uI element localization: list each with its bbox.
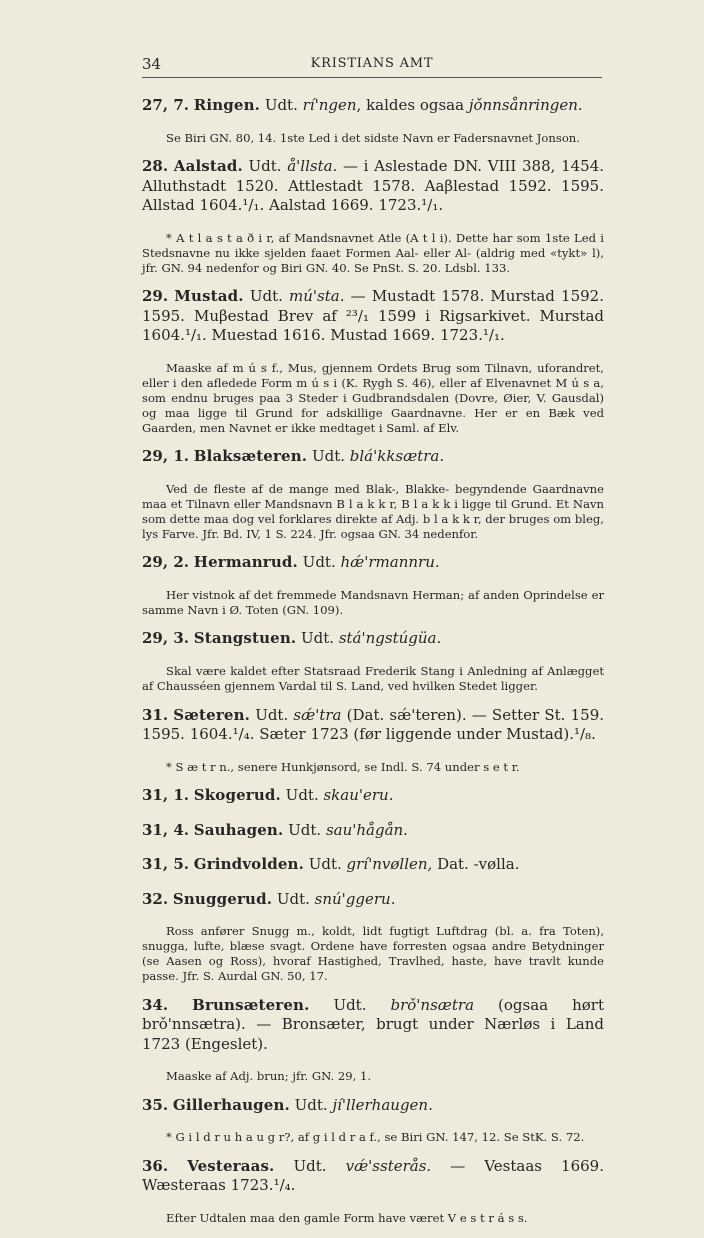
entry-name: Gillerhaugen. [172, 1095, 290, 1114]
entry-number: 27, 7. [142, 96, 189, 114]
entry-note: * G i l d r u h a u g r?, af g i l d r a f., se Biri GN. 147, 12. Se StK. S. 72. [166, 1130, 585, 1145]
entry-note: Se Biri GN. 80, 14. 1ste Led i det sidste Navn er Fadersnavnet Jonson. [166, 130, 580, 145]
entry-number: 31, 4. [142, 820, 189, 839]
entry-36: 36. Vesteraas. Udt. vǽ'ssterås. — Vestaas 1669. Wæsteraas 1723.¹/₄. Efter Udtalen maa den gamle Form have været V e s t r á s s. [142, 1156, 604, 1225]
entry-note: Efter Udtalen maa den gamle Form have været V e s t r á s s. [166, 1210, 528, 1225]
entry-name: Snuggerud. [172, 889, 273, 908]
entry-number: 36. [142, 1156, 169, 1175]
pronunciation: jí'llerhaugen. [332, 1095, 433, 1114]
entry-name: Aalstad. [173, 157, 243, 176]
entry-27-7: 27, 7. Ringen. Udt. rí'ngen, kaldes ogsaa jǒnnsånringen. Se Biri GN. 80, 14. 1ste Led i det sidste Navn er Fadersnavnet Jonson. [142, 96, 604, 146]
entry-29-3: 29, 3. Stangstuen. Udt. stá'ngstúgüa. Skal være kaldet efter Statsraad Frederik Stang i Anledning af Anlægget af Chausséen gjennem Vardal til S. Land, ved hvilken Stedet ligger. [142, 629, 604, 693]
entry-31-4: 31, 4. Sauhagen. Udt. sau'hågån. [142, 820, 408, 839]
entry-number: 31. [142, 705, 169, 724]
entry-31-1: 31, 1. Skogerud. Udt. skau'eru. [142, 786, 394, 805]
entry-number: 28. [142, 157, 169, 176]
entry-name: Stangstuen. [193, 629, 297, 648]
entry-name: Mustad. [174, 287, 244, 306]
entry-number: 32. [142, 889, 169, 908]
entry-31: 31. Sæteren. Udt. sǽ'tra (Dat. sǽ'teren). — Setter St. 159. 1595. 1604.¹/₄. Sæter 1723 (før liggende under Mustad).¹/₈. * S æ t r n., senere Hunkjønsord, se Indl. S. 74 under s e t r. [142, 705, 605, 774]
entry-31-5: 31, 5. Grindvolden. Udt. grí'nvøllen, Dat. -vølla. [142, 855, 520, 874]
pronunciation: skau'eru. [323, 786, 394, 805]
pronunciation: brǒ'nsætra [390, 995, 475, 1014]
entry-note: Maaske af m ú s f., Mus, gjennem Ordets Brug som Tilnavn, uforandret, eller i den afledede Form m ú s i (K. Rygh S. 46), eller af Elvenavnet M ú s a, som endnu bruges paa 3 Steder i Gudbrandsdalen (Dovre, Øier, V. Gausdal) og maa ligge til Grund for adskillige Gaardnavne. Her er en Bæk ved Gaarden, men Navnet er ikke medtaget i Saml. af Elv. [142, 360, 604, 435]
entry-number: 34. [142, 995, 169, 1014]
entry-number: 31, 5. [142, 855, 189, 874]
pronunciation: snú'ggeru. [314, 889, 396, 908]
entry-note: * A t l a s t a ð i r, af Mandsnavnet Atle (A t l i). Dette har som 1ste Led i Stedsnavne nu ikke sjelden faaet Formen Aal- eller Al- (aldrig med «tykt» l), jfr. GN. 94 nedenfor og Biri GN. 40. Se PnSt. S. 20. Ldsbl. 133. [142, 230, 604, 275]
entry-29-2: 29, 2. Hermanrud. Udt. hǽ'rmannru. Her vistnok af det fremmede Mandsnavn Herman; af anden Oprindelse er samme Navn i Ø. Toten (GN. 109). [142, 553, 604, 617]
entry-number: 29, 2. [142, 553, 189, 572]
pronunciation: blá'kksætra. [349, 447, 445, 466]
entry-name: Ringen. [193, 96, 261, 114]
pronunciation: å'llsta. [287, 157, 338, 176]
page-body [142, 88, 604, 1238]
entry-note: Skal være kaldet efter Statsraad Frederik Stang i Anledning af Anlægget af Chausséen gjennem Vardal til S. Land, ved hvilken Stedet ligger. [142, 663, 604, 693]
entry-note: Maaske af Adj. brun; jfr. GN. 29, 1. [166, 1069, 372, 1084]
entry-name: Brunsæteren. [192, 995, 310, 1014]
pronunciation: mú'sta. [289, 287, 345, 306]
entry-note: Ved de fleste af de mange med Blak-, Blakke- begyndende Gaardnavne maa et Tilnavn eller Mandsnavn B l a k k r, B l a k k i ligge til Grund. Et Navn som dette maa dog vel forklares direkte af Adj. b l a k k r, der bruges om bleg, lys Farve. Jfr. Bd. IV, 1 S. 224. Jfr. ogsaa GN. 34 nedenfor. [142, 481, 604, 541]
entry-number: 35. [142, 1095, 169, 1114]
pronunciation: sau'hågån. [325, 820, 408, 839]
entry-note: Ross anfører Snugg m., koldt, lidt fugtigt Luftdrag (bl. a. fra Toten), snugga, lufte, blæse svagt. Ordene have forresten ogsaa andre Betydninger (se Aasen og Ross), hvoraf Hastighed, Travlhed, haste, have travlt kunde passe. Jfr. S. Aurdal GN. 50, 17. [142, 924, 604, 984]
header-rule [142, 77, 602, 78]
entry-28: 28. Aalstad. Udt. å'llsta. — i Aslestade DN. VIII 388, 1454. Alluthstadt 1520. Attlestadt 1578. Aaβlestad 1592. 1595. Allstad 1604.¹/₁. Aalstad 1669. 1723.¹/₁. * A t l a s t a ð i r, af Mandsnavnet Atle (A t l i). Dette har som 1ste Led i Stedsnavne nu ikke sjelden faaet Formen Aal- eller Al- (aldrig med «tykt» l), jfr. GN. 94 nedenfor og Biri GN. 40. Se PnSt. S. 20. Ldsbl. 133. [142, 157, 605, 275]
entry-name: Grindvolden. [193, 855, 304, 874]
pronunciation: grí'nvøllen, [346, 855, 433, 874]
pronunciation: hǽ'rmannru. [340, 553, 440, 572]
entry-35: 35. Gillerhaugen. Udt. jí'llerhaugen. * G i l d r u h a u g r?, af g i l d r a f., se Biri GN. 147, 12. Se StK. S. 72. [142, 1096, 604, 1146]
entry-name: Skogerud. [193, 786, 281, 805]
entry-number: 29, 3. [142, 629, 189, 648]
pronunciation: vǽ'ssterås. [345, 1156, 432, 1175]
entry-number: 29, 1. [142, 447, 189, 466]
entry-note: Her vistnok af det fremmede Mandsnavn Herman; af anden Oprindelse er samme Navn i Ø. Toten (GN. 109). [142, 587, 604, 617]
entry-name: Sæteren. [173, 705, 251, 724]
entry-29-1: 29, 1. Blaksæteren. Udt. blá'kksætra. Ved de fleste af de mange med Blak-, Blakke- begyndende Gaardnavne maa et Tilnavn eller Mandsnavn B l a k k r, B l a k k i ligge til Grund. Et Navn som dette maa dog vel forklares direkte af Adj. b l a k k r, der bruges om bleg, lys Farve. Jfr. Bd. IV, 1 S. 224. Jfr. ogsaa GN. 34 nedenfor. [142, 447, 604, 541]
page-header [142, 55, 602, 77]
entry-name: Hermanrud. [193, 553, 298, 572]
pronunciation-alt: jǒnnsånringen. [468, 96, 583, 114]
pronunciation: rí'ngen [302, 96, 357, 114]
entry-number: 31, 1. [142, 786, 189, 805]
entry-name: Sauhagen. [193, 820, 284, 839]
entry-32: 32. Snuggerud. Udt. snú'ggeru. Ross anfører Snugg m., koldt, lidt fugtigt Luftdrag (bl. a. fra Toten), snugga, lufte, blæse svagt. Ordene have forresten ogsaa andre Betydninger (se Aasen og Ross), hvoraf Hastighed, Travlhed, haste, have travlt kunde passe. Jfr. S. Aurdal GN. 50, 17. [142, 889, 604, 984]
entry-34: 34. Brunsæteren. Udt. brǒ'nsætra (ogsaa hørt brǒ'nnsætra). — Bronsæter, brugt under Nærløs i Land 1723 (Engeslet). Maaske af Adj. brun; jfr. GN. 29, 1. [142, 995, 605, 1084]
pronunciation: stá'ngstúgüa. [338, 629, 442, 648]
page-number: 34 [142, 55, 162, 73]
pronunciation: sǽ'tra [293, 705, 342, 724]
entry-name: Vesteraas. [187, 1156, 275, 1175]
entry-note: * S æ t r n., senere Hunkjønsord, se Indl. S. 74 under s e t r. [166, 759, 520, 774]
entry-name: Blaksæteren. [193, 447, 308, 466]
entry-number: 29. [142, 287, 169, 306]
running-title: KRISTIANS AMT [310, 56, 434, 71]
entry-29: 29. Mustad. Udt. mú'sta. — Mustadt 1578. Murstad 1592. 1595. Muβestad Brev af ²³/₁ 1599 i Rigsarkivet. Murstad 1604.¹/₁. Muestad 1616. Mustad 1669. 1723.¹/₁. Maaske af m ú s f., Mus, gjennem Ordets Brug som Tilnavn, uforandret, eller i den afledede Form m ú s i (K. Rygh S. 46), eller af Elvenavnet M ú s a, som endnu bruges paa 3 Steder i Gudbrandsdalen (Dovre, Øier, V. Gausdal) og maa ligge til Grund for adskillige Gaardnavne. Her er en Bæk ved Gaarden, men Navnet er ikke medtaget i Saml. af Elv. [142, 287, 604, 435]
